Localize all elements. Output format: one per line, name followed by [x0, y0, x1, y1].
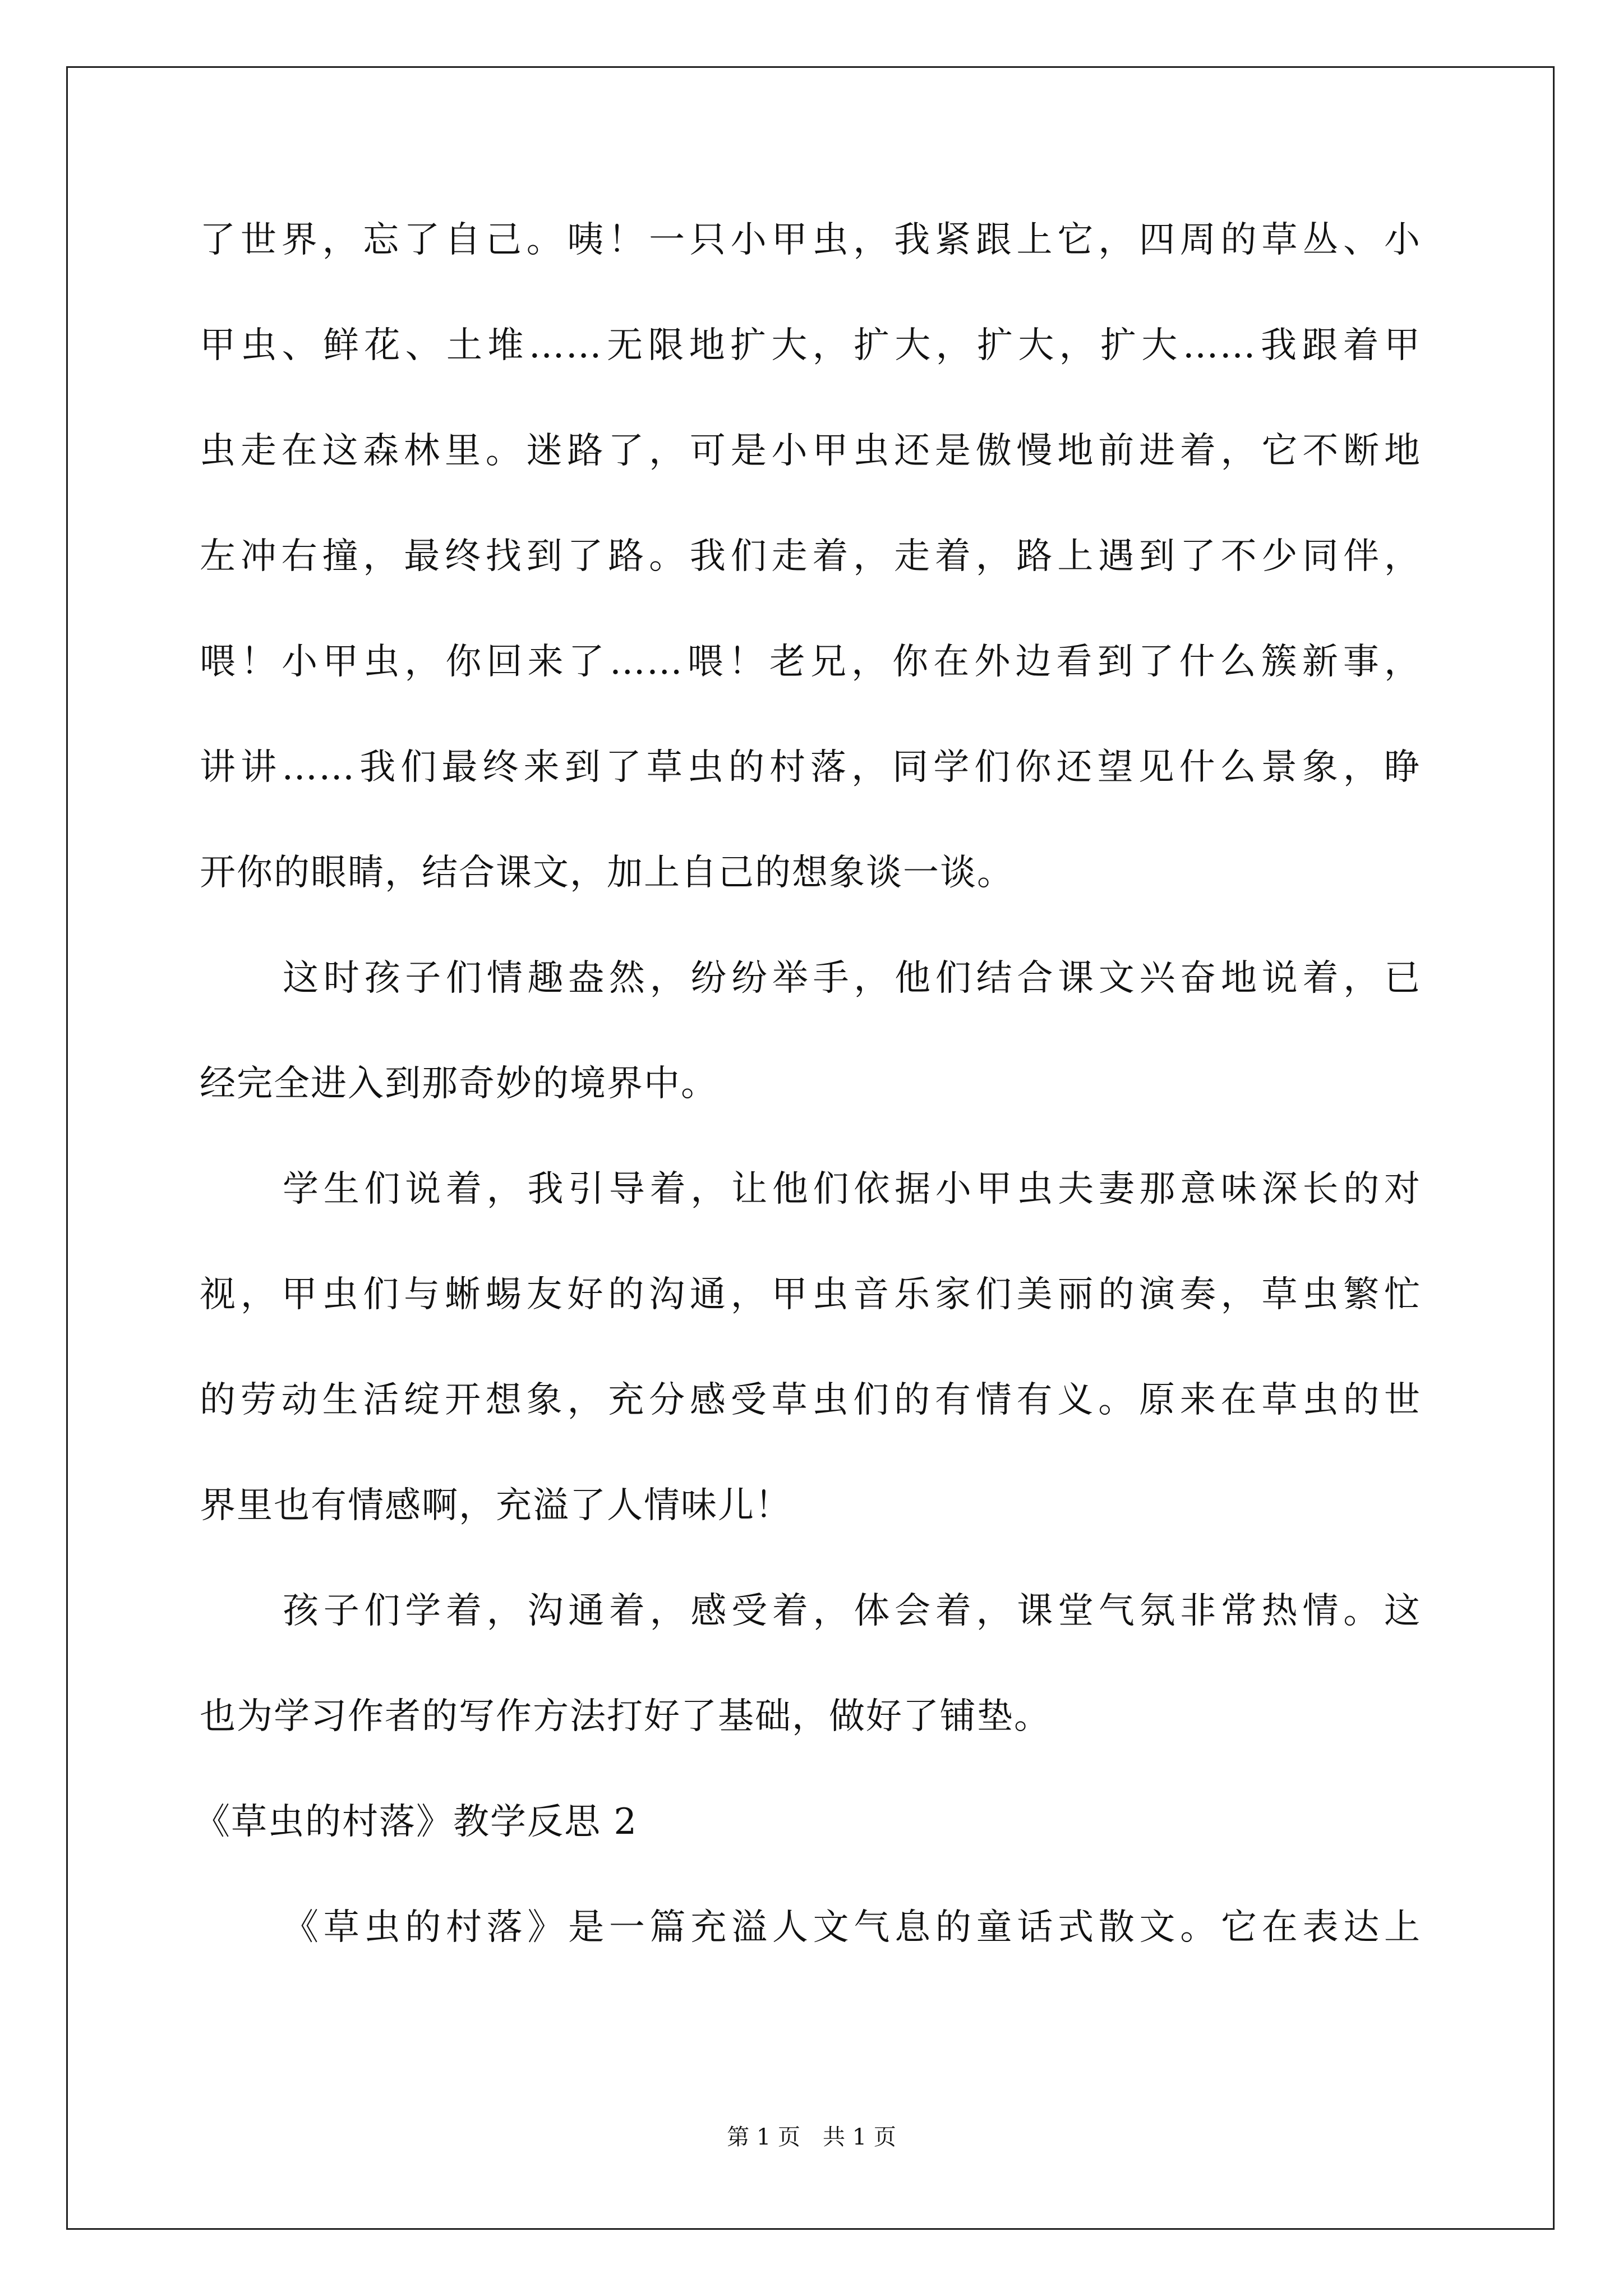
- text-line-14: 孩子们学着，沟通着，感受着，体会着，课堂气氛非常热情。这: [283, 1590, 1421, 1632]
- text-line-11: 视，甲虫们与蜥蜴友好的沟通，甲虫音乐家们美丽的演奏，草虫繁忙: [200, 1274, 1421, 1315]
- text-line-15: 也为学习作者的写作方法打好了基础，做好了铺垫。: [200, 1696, 1051, 1737]
- text-line-8: 这时孩子们情趣盎然，纷纷举手，他们结合课文兴奋地说着，已: [283, 958, 1421, 999]
- text-line-10: 学生们说着，我引导着，让他们依据小甲虫夫妻那意味深长的对: [283, 1168, 1421, 1210]
- page-number: 第 1 页: [727, 2124, 800, 2150]
- text-line-2: 甲虫、鲜花、土堆……无限地扩大，扩大，扩大，扩大……我跟着甲: [200, 325, 1421, 366]
- text-line-1: 了世界，忘了自己。咦！一只小甲虫，我紧跟上它，四周的草丛、小: [200, 219, 1421, 261]
- document-body: [194, 212, 1421, 2005]
- page-total: 共 1 页: [823, 2124, 896, 2150]
- text-line-3: 虫走在这森林里。迷路了，可是小甲虫还是傲慢地前进着，它不断地: [200, 430, 1421, 472]
- text-line-9: 经完全进入到那奇妙的境界中。: [200, 1063, 718, 1105]
- text-line-5: 喂！小甲虫，你回来了……喂！老兄，你在外边看到了什么簇新事，: [200, 641, 1421, 683]
- text-line-12: 的劳动生活绽开想象，充分感受草虫们的有情有义。原来在草虫的世: [200, 1379, 1421, 1421]
- text-line-7: 开你的眼睛，结合课文，加上自己的想象谈一谈。: [200, 852, 1014, 894]
- text-line-6: 讲讲……我们最终来到了草虫的村落，同学们你还望见什么景象，睁: [200, 747, 1421, 788]
- text-line-13: 界里也有情感啊，充溢了人情味儿！: [200, 1485, 792, 1526]
- text-line-4: 左冲右撞，最终找到了路。我们走着，走着，路上遇到了不少同伴，: [200, 536, 1421, 577]
- page-footer: [0, 2123, 1623, 2151]
- section-heading: 《草虫的村落》教学反思 2: [194, 1801, 638, 1843]
- text-line-17: 《草虫的村落》是一篇充溢人文气息的童话式散文。它在表达上: [283, 1907, 1421, 1948]
